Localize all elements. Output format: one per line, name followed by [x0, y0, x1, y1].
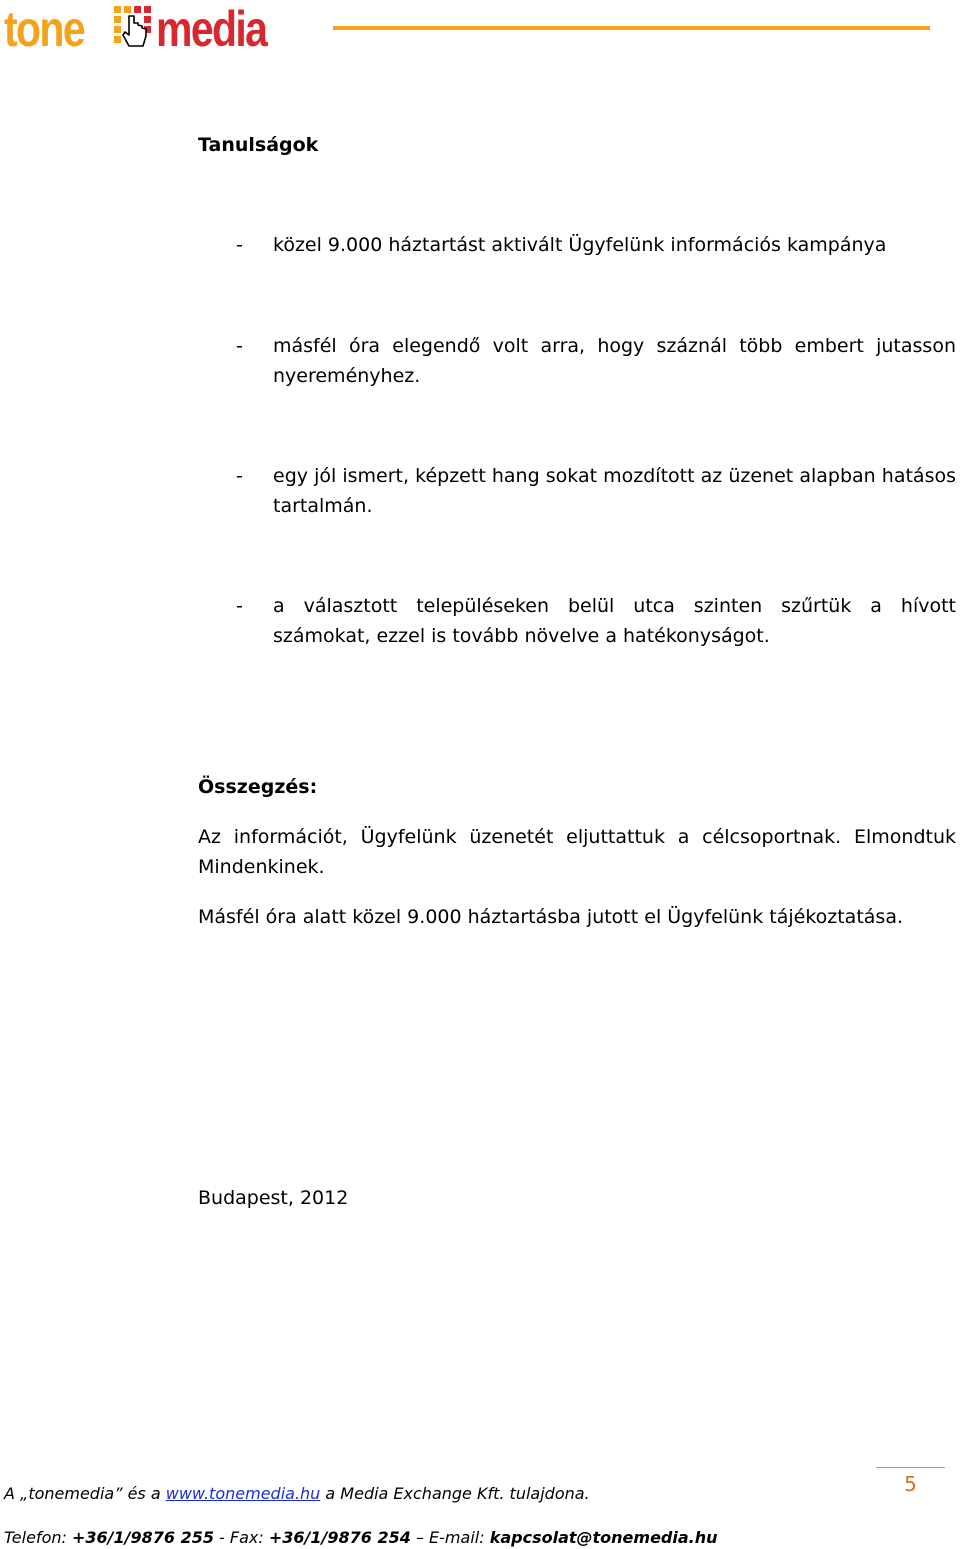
website-link[interactable]: www.tonemedia.hu: [165, 1484, 321, 1503]
bullet-dash: -: [236, 465, 243, 487]
tonemedia-logo: [4, 2, 306, 56]
email-label: – E-mail:: [410, 1528, 490, 1547]
lesson-item: [236, 331, 956, 391]
header-rule: [333, 26, 930, 30]
logo-word-media: media: [156, 1, 267, 57]
lesson-item: [236, 461, 956, 521]
summary-heading: Összegzés:: [198, 776, 318, 798]
fax-label: - Fax:: [213, 1528, 269, 1547]
lesson-item: [236, 230, 956, 260]
phone-label: Telefon:: [4, 1528, 72, 1547]
ownership-suffix: a Media Exchange Kft. tulajdona.: [320, 1484, 590, 1503]
bullet-dash: -: [236, 234, 243, 256]
bullet-dash: -: [236, 595, 243, 617]
ownership-prefix: A „tonemedia” és a: [4, 1484, 166, 1503]
fax-number: +36/1/9876 254: [268, 1528, 411, 1547]
page-number-rule: [876, 1467, 945, 1468]
place-date: Budapest, 2012: [198, 1187, 349, 1209]
summary-paragraph: Másfél óra alatt közel 9.000 háztartásba jutott el Ügyfelünk tájékoztatása.: [198, 906, 904, 928]
phone-number: +36/1/9876 255: [71, 1528, 214, 1547]
logo-word-tone: tone: [4, 1, 84, 57]
email-address: kapcsolat@tonemedia.hu: [489, 1528, 718, 1547]
lesson-text: közel 9.000 háztartást aktivált Ügyfelünk információs kampánya: [273, 234, 887, 256]
summary-paragraph: Az információt, Ügyfelünk üzenetét eljuttattuk a célcsoportnak. Elmondtuk Mindenkinek.: [198, 826, 956, 878]
bullet-dash: -: [236, 335, 243, 357]
lesson-text: a választott településeken belül utca szinten szűrtük a hívott számokat, ezzel is tovább növelve a hatékonyságot.: [273, 595, 956, 647]
lesson-text: egy jól ismert, képzett hang sokat mozdított az üzenet alapban hatásos tartalmán.: [273, 465, 956, 517]
lesson-item: [236, 591, 956, 651]
lessons-heading: Tanulságok: [198, 134, 319, 156]
lesson-text: másfél óra elegendő volt arra, hogy száznál több embert jutasson nyereményhez.: [273, 335, 956, 387]
footer-contact: [4, 1527, 718, 1549]
page-number: 5: [904, 1472, 917, 1496]
hand-cursor-icon: [110, 2, 154, 56]
footer-ownership: [4, 1483, 590, 1505]
